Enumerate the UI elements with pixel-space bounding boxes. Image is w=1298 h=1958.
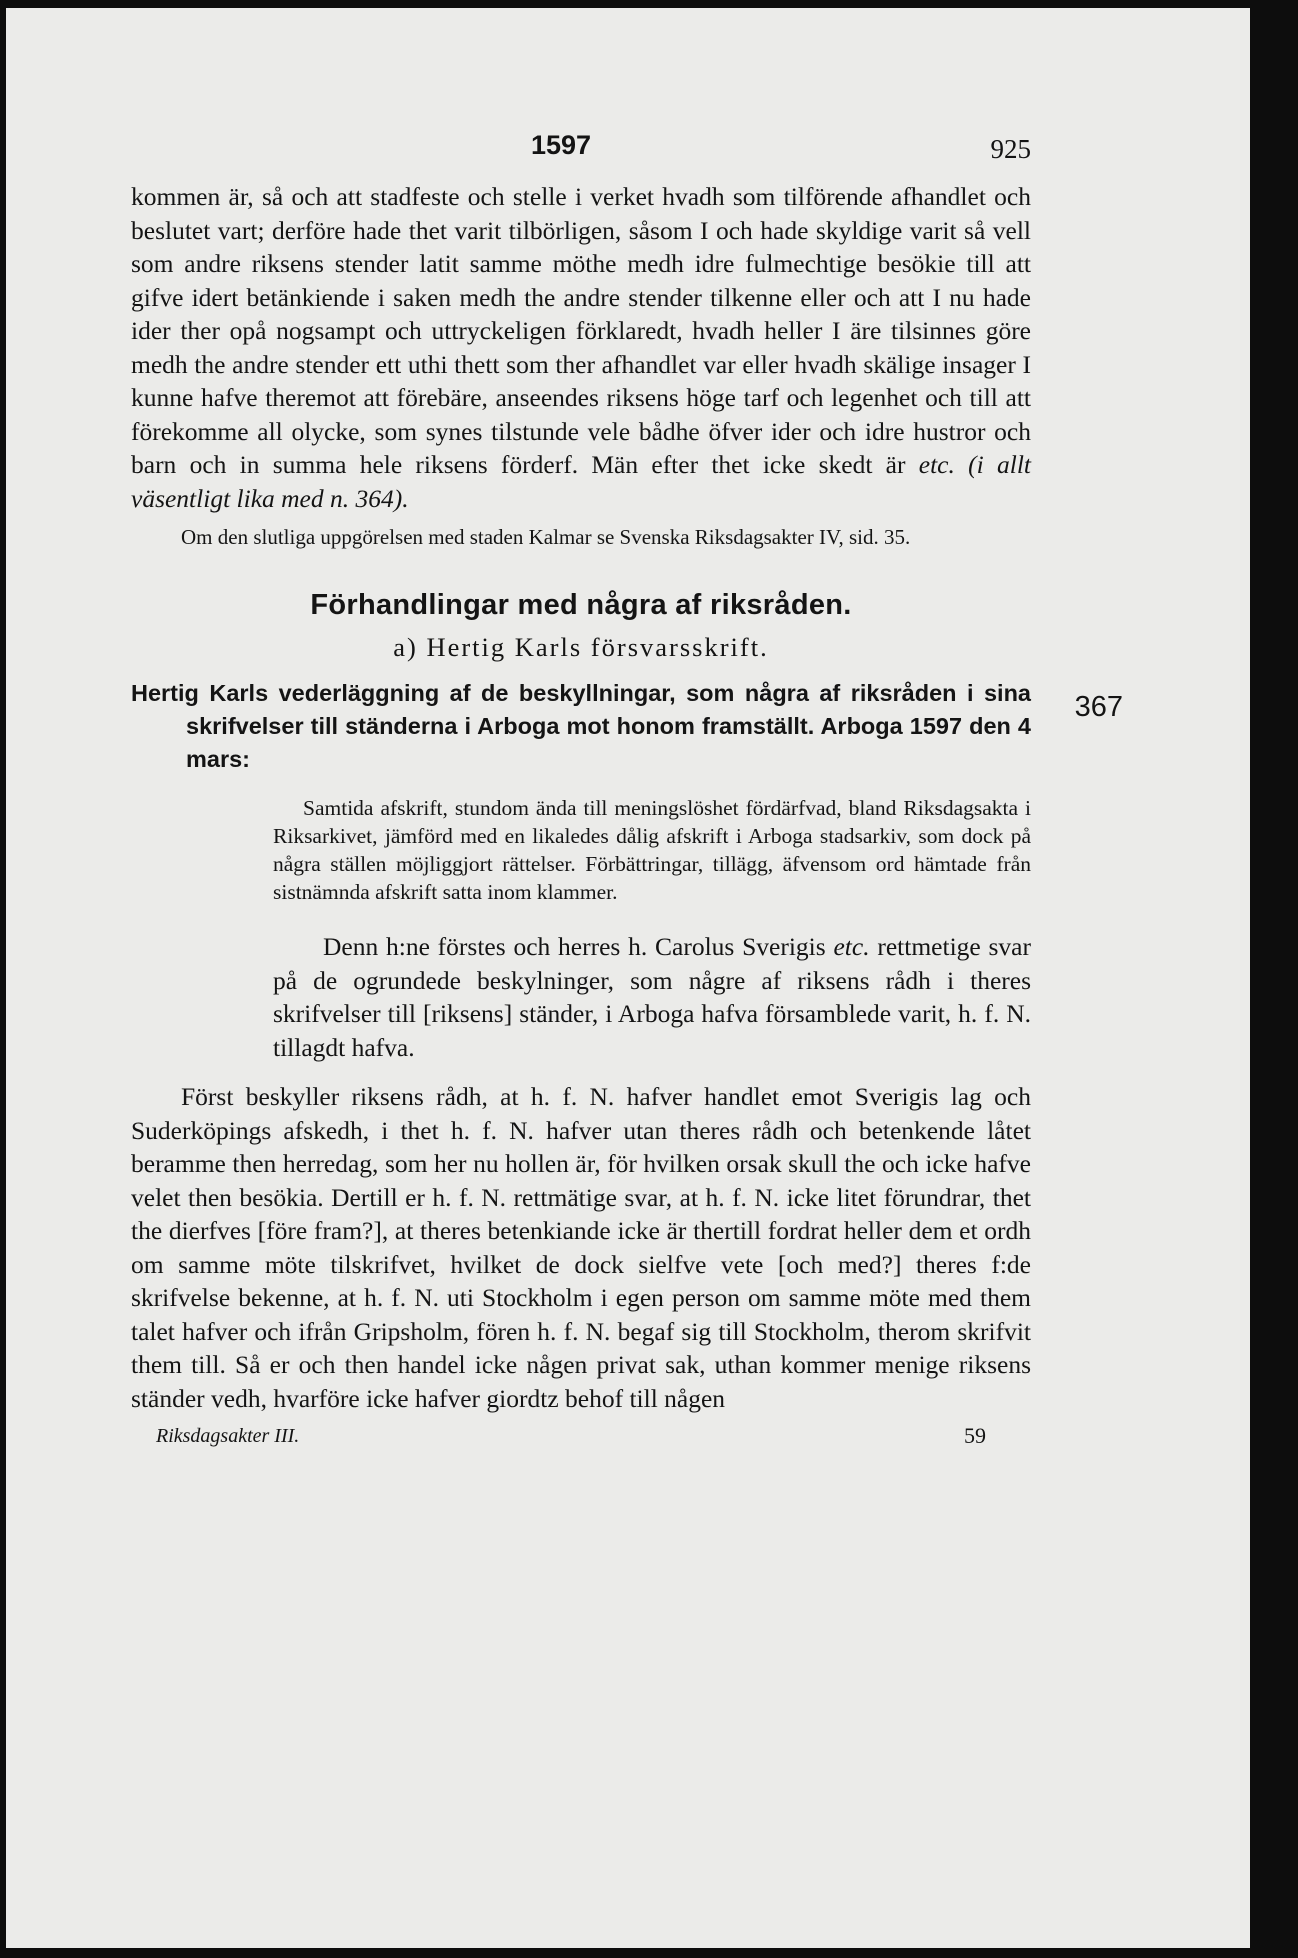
footer-signature: 59 bbox=[964, 1423, 986, 1448]
source-note: Samtida afskrift, stundom ända till meningslöshet fördärfvad, bland Riksdagsakta i Riksarkivet, jämförd med en likaledes dålig afskrift i Arboga stadsarkiv, som dock på några ställen möjliggjort rättelser. Förbättringar, tillägg, äfvensom ord hämtade från sistnämnda afskrift satta inom klammer. bbox=[273, 796, 1031, 904]
address-text-end: rettmetige svar på de ogrundede beskylninger, som någre af riksens rådh i theres skrifvelser till [riksens] ständer, i Arboga hafva församblede varit, h. f. N. tillagdt hafva. bbox=[273, 932, 1031, 1062]
opening-etc: etc. bbox=[918, 450, 955, 479]
document-heading-block bbox=[131, 677, 1123, 776]
editor-note: (i allt väsentligt lika med n. 364). bbox=[131, 450, 1032, 513]
body-paragraph: Först beskyller riksens rådh, at h. f. N. hafver handlet emot Sverigis lag och Suderköpings afskedh, i thet h. f. N. hafver utan theres rådh och betenkende låtet beramme then herredag, som her nu hollen är, för hvilken orsak skull the och icke hafve velet then besökia. Dertill er h. f. N. rettmätige svar, at h. f. N. icke litet förundrar, thet the dierfves [före fram?], at theres betenkiande icke är thertill fordrat heller dem et ordh om samme möte tilskrifvet, hvilket de dock sielfve vete [och med?] theres f:de skrifvelse bekenne, at h. f. N. uti Stockholm i egen person om samme möte med them talet hafver och ifrån Gripsholm, fören h. f. N. begaf sig till Stockholm, therom skrifvit them till. Så er och then handel icke någen privat sak, uthan kommer menige riksens ständer vedh, hvarföre icke hafver giordtz behof till någen bbox=[131, 1082, 1031, 1413]
footer-series: Riksdagsakter III. bbox=[156, 1425, 300, 1447]
footnote: Om den slutliga uppgörelsen med staden Kalmar se Svenska Riksdagsakter IV, sid. 35. bbox=[181, 525, 911, 549]
address-etc: etc. bbox=[833, 932, 870, 961]
page-number: 925 bbox=[990, 134, 1031, 164]
section-title: Förhandlingar med några af riksråden. bbox=[310, 589, 852, 621]
opening-paragraph bbox=[131, 180, 1031, 515]
address-paragraph bbox=[273, 930, 1031, 1064]
address-text-start: Denn h:ne förstes och herres h. Carolus Sverigis bbox=[323, 932, 834, 961]
book-page bbox=[6, 8, 1250, 1948]
running-head bbox=[131, 130, 1031, 180]
opening-paragraph-text: kommen är, så och att stadfeste och stelle i verket hvadh som tilförende afhandlet och beslutet vart; derföre hade thet varit tilbörligen, såsom I och hade skyldige varit så vell som andre riksens stender latit samme möthe medh idre fulmechtige besökie till att gifve idert betänkiende i saken medh the andre stender tilkenne eller och att I nu hade ider ther opå nogsampt och uttryckeligen förklaredt, hvadh heller I äre tilsinnes göre medh the andre stender ett uthi thett som ther afhandlet var eller hvadh skälige insager I kunne hafve theremot att förebäre, anseendes riksens höge tarf och legenhet och till att förekomme all olycke, som synes tilstunde vele bådhe öfver ider och idre hustror och barn och in summa hele riksens förderf. Män efter thet icke skedt är bbox=[131, 182, 1031, 479]
page-footer bbox=[131, 1421, 1031, 1461]
document-number: 367 bbox=[1074, 691, 1123, 723]
text-block bbox=[131, 130, 1123, 1461]
document-heading: Hertig Karls vederläggning af de beskyllningar, som några af riksråden i sina skrifvelser till ständerna i Arboga mot honom framställt. Arboga 1597 den 4 mars: bbox=[131, 680, 1031, 772]
running-head-year: 1597 bbox=[531, 130, 592, 160]
subsection-title: a) Hertig Karls försvarsskrift. bbox=[393, 632, 769, 662]
